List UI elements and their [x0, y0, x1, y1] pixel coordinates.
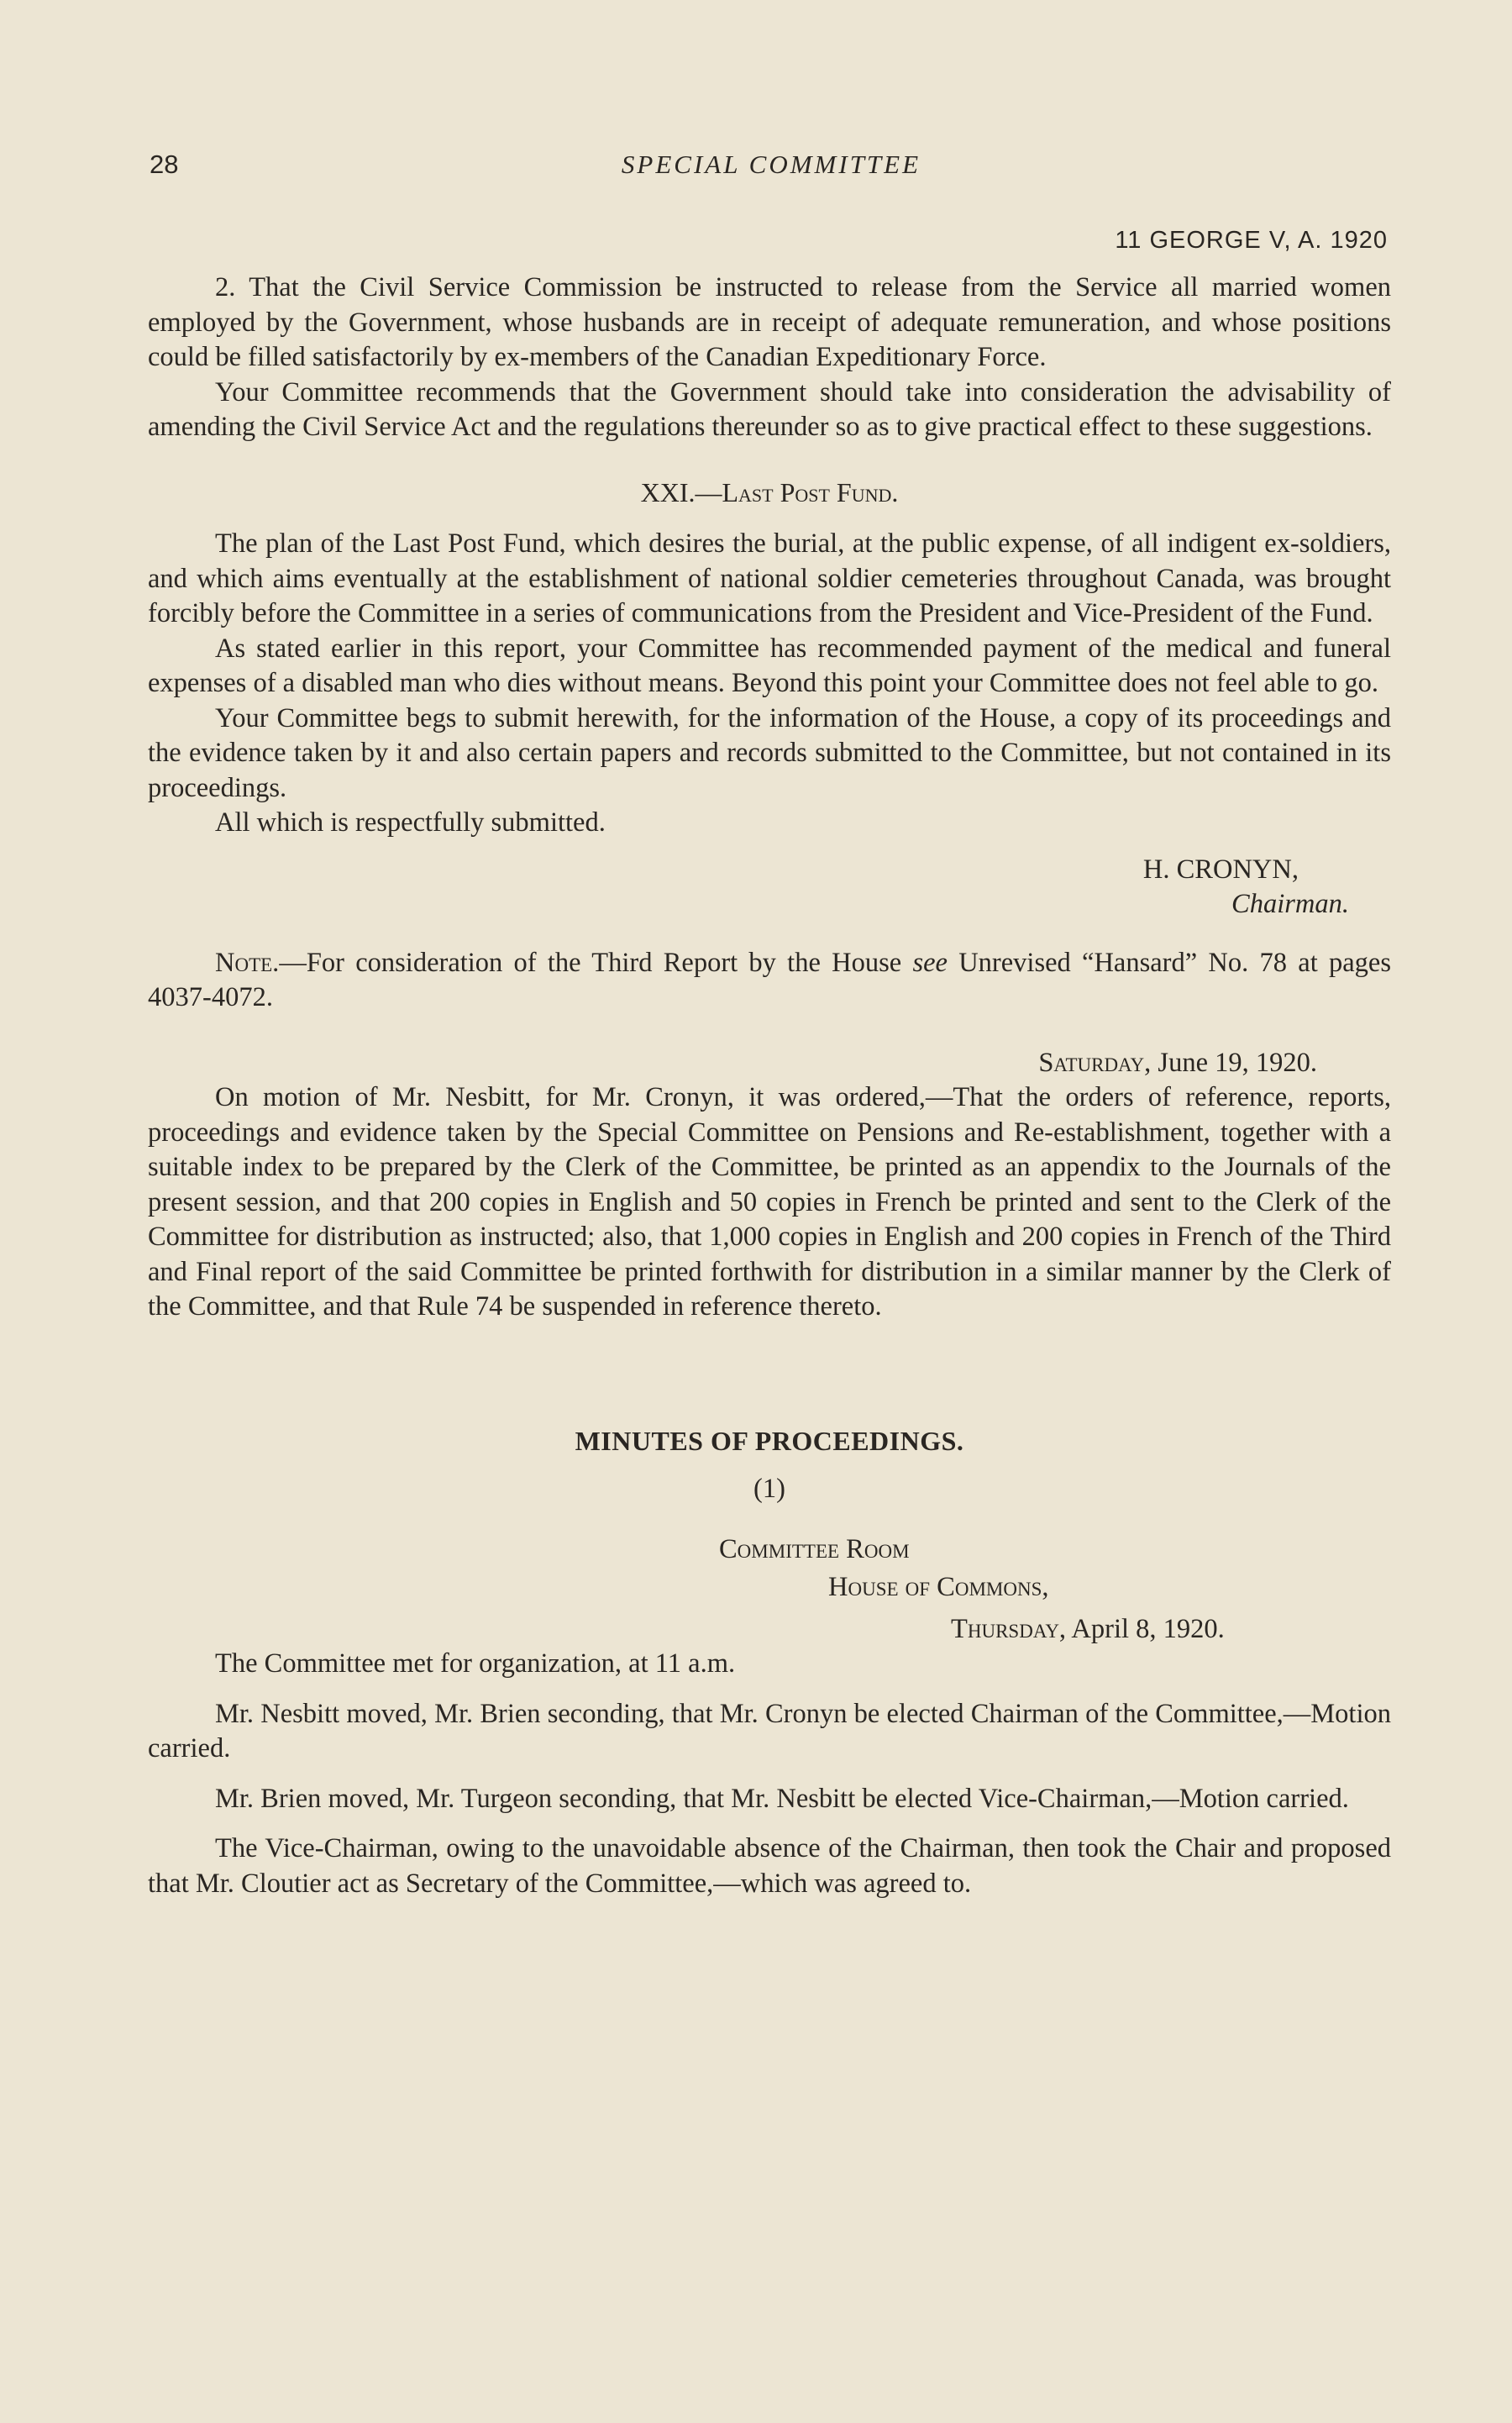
- signature-role: Chairman.: [1231, 889, 1349, 919]
- report-paragraph-submit: Your Committee begs to submit herewith, for the information of the House, a copy of its proceedings and the evidence taken by it and also certain papers and records submitted to the Committee, but not contained in its proceedings.: [148, 702, 1391, 803]
- order-paragraph: On motion of Mr. Nesbitt, for Mr. Cronyn, it was ordered,—That the orders of reference, reports, proceedings and evidence taken by the Special Committee on Pensions and Re-establishment, together with a suitable index to be prepared by the Clerk of the Committee, be printed as an appendix to the Journals of the present session, and that 200 copies in English and 50 copies in French be printed and sent to the Clerk of the Committee for distribution as instructed; also, that 1,000 copies in English and 200 copies in French of the Third and Final report of the said Committee be printed forthwith for distribution in a similar manner by the Clerk of the Committee, and that Rule 74 be suspended in reference thereto.: [148, 1082, 1391, 1322]
- minutes-paragraph-brien: Mr. Brien moved, Mr. Turgeon seconding, that Mr. Nesbitt be elected Vice-Chairman,—Motion carried.: [215, 1783, 1349, 1814]
- minutes-paragraph-nesbitt: Mr. Nesbitt moved, Mr. Brien seconding, that Mr. Cronyn be elected Chairman of the Committee,—Motion carried.: [148, 1698, 1391, 1763]
- minutes-date-rest: April 8, 1920.: [1066, 1613, 1225, 1644]
- minutes-number: (1): [753, 1474, 785, 1504]
- report-paragraph-all: All which is respectfully submitted.: [215, 807, 606, 838]
- report-paragraph-2: 2. That the Civil Service Commission be instructed to release from the Service all married women employed by the Government, whose husbands are in receipt of adequate remuneration, and whose positions could be filled satisfactorily by ex-members of the Canadian Expeditionary Force.: [148, 272, 1391, 372]
- minutes-heading: MINUTES OF PROCEEDINGS.: [575, 1425, 964, 1456]
- page-number: 28: [150, 150, 179, 179]
- minutes-date: [148, 1612, 1391, 1648]
- running-title: SPECIAL COMMITTEE: [621, 150, 921, 179]
- signature-name: H. CRONYN,: [1142, 854, 1299, 885]
- note-paragraph: [148, 946, 1391, 1016]
- page-body: [148, 271, 1391, 1901]
- place-committee-room: Committee Room: [719, 1533, 910, 1564]
- order-date-day: Saturday,: [1038, 1047, 1152, 1078]
- report-paragraph-earlier: As stated earlier in this report, your Committee has recommended payment of the medical and funeral expenses of a disabled man who dies without means. Beyond this point your Committee does not feel able to go.: [148, 633, 1391, 698]
- note-text-after: Unrevised “Hansard” No. 78 at pages 4037-4072.: [148, 947, 1391, 1012]
- order-date-rest: June 19, 1920.: [1151, 1047, 1317, 1078]
- minutes-paragraph-vice-chairman: The Vice-Chairman, owing to the unavoidable absence of the Chairman, then took the Chair and proposed that Mr. Cloutier act as Secretary of the Committee,—which was agreed to.: [148, 1833, 1391, 1899]
- place-house-of-commons: House of Commons,: [828, 1572, 1049, 1602]
- note-text-before: —For consideration of the Third Report by the House: [279, 947, 913, 978]
- report-paragraph-recommend: Your Committee recommends that the Government should take into consideration the advisability of amending the Civil Service Act and the regulations thereunder so as to give practical effect to these suggestions.: [148, 376, 1391, 442]
- report-paragraph-plan: The plan of the Last Post Fund, which desires the burial, at the public expense, of all indigent ex-soldiers, and which aims eventually at the establishment of national soldier cemeteries throughout Canada, was brought forcibly before the Committee in a series of communications from the President and Vice-President of the Fund.: [148, 528, 1391, 628]
- section-heading-last-post-fund: XXI.—Last Post Fund.: [640, 476, 899, 507]
- session-line: 11 GEORGE V, A. 1920: [1115, 227, 1388, 254]
- minutes-date-day: Thursday,: [951, 1613, 1067, 1644]
- order-date: [148, 1046, 1391, 1081]
- note-see: see: [912, 947, 948, 978]
- note-label: Note.: [215, 947, 280, 978]
- minutes-paragraph-met: The Committee met for organization, at 11 a.m.: [215, 1648, 736, 1679]
- running-header: [150, 150, 1393, 192]
